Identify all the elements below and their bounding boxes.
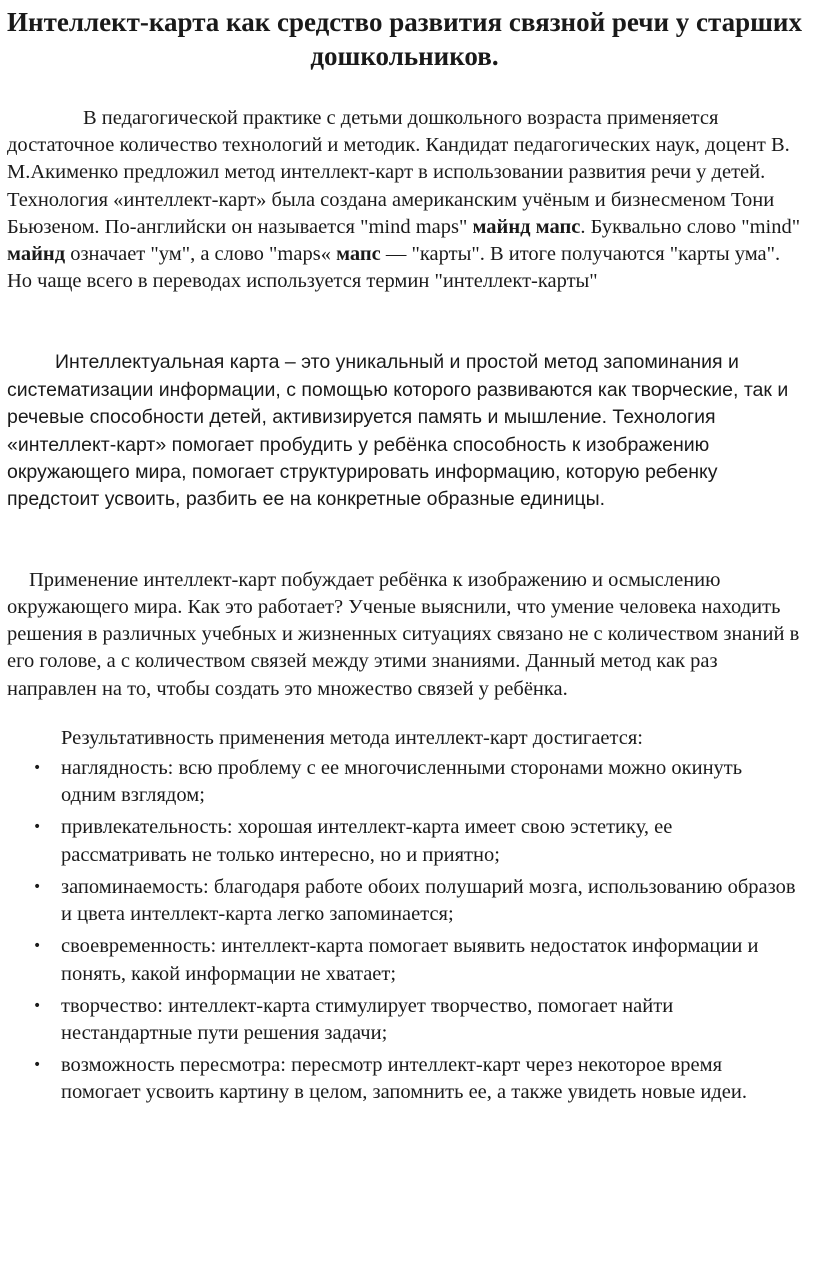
technology-text-mid2: означает "ум", а слово "maps« [65, 243, 337, 266]
list-item-text: привлекательность: хорошая интеллект-карта имеет свою эстетику, ее рассматривать не только интересно, но и приятно; [61, 816, 673, 866]
list-item [7, 933, 802, 987]
list-item-text: своевременность: интеллект-карта помогает выявить недостаток информации и понять, какой информации не хватает; [61, 935, 759, 985]
list-item [7, 993, 802, 1047]
list-item-text: наглядность: всю проблему с ее многочисленными сторонами можно окинуть одним взглядом; [61, 757, 743, 807]
term-maynd-maps: майнд мапс [472, 215, 581, 238]
term-maynd: майнд [7, 243, 66, 266]
definition-paragraph: Интеллектуальная карта – это уникальный и простой метод запоминания и систематизации информации, с помощью которого развиваются как творческие, так и речевые способности детей, активизируется память и мышление. Технология «интеллект-карт» помогает пробудить у ребёнка способность к изображению окружающего мира, помогает структурировать информацию, которую ребенку предстоит усвоить, разбить ее на конкретные образные единицы. [7, 351, 789, 511]
bullet-icon: • [33, 878, 42, 895]
list-item [7, 874, 802, 928]
list-item [7, 755, 802, 809]
bullet-icon: • [33, 819, 42, 836]
list-item-text: запоминаемость: благодаря работе обоих полушарий мозга, использованию образов и цвета интеллект-карта легко запоминается; [61, 875, 796, 926]
application-paragraph: Применение интеллект-карт побуждает ребёнка к изображению и осмыслению окружающего мира. Как это работает? Ученые выяснили, что умение человека находить решения в различных учебных и жизненных ситуациях связано не с количеством знаний в его голове, а с количеством связей между этими знаниями. Данный метод как раз направлен на то, чтобы создать это множество связей у ребёнка. [7, 568, 800, 700]
technology-text-start: Технология «интеллект-карт» была создана американским учёным и бизнесменом Тони Бьюзеном. По-английски он называется "mind maps" [7, 188, 775, 238]
bullet-icon: • [33, 1057, 42, 1074]
list-item [7, 1052, 802, 1106]
list-item-text: творчество: интеллект-карта стимулирует творчество, помогает найти нестандартные пути решения задачи; [61, 994, 674, 1044]
intro-paragraph [7, 105, 802, 295]
list-item-text: возможность пересмотра: пересмотр интеллект-карт через некоторое время помогает усвоить картину в целом, запомнить ее, а также увидеть новые идеи. [61, 1054, 747, 1104]
list-item [7, 814, 802, 868]
bullet-icon: • [33, 997, 42, 1014]
term-maps: мапс [336, 243, 381, 266]
bullet-icon: • [33, 938, 42, 955]
intro-sentence: В педагогической практике с детьми дошкольного возраста применяется достаточное количество технологий и методик. Кандидат педагогических наук, доцент В. М.Акименко предложил метод интеллект-карт в использовании развития речи у детей. [7, 107, 790, 184]
technology-text-mid1: . Буквально слово "mind" [580, 215, 801, 238]
bullet-icon: • [33, 760, 42, 777]
effectiveness-lead: Результативность применения метода интеллект-карт достигается: [61, 726, 643, 749]
document-title: Интеллект-карта как средство развития связной речи у старших дошкольников. [7, 7, 802, 71]
effectiveness-list [7, 755, 802, 1106]
technology-text-end: — "карты". В итоге получаются "карты ума". Но чаще всего в переводах используется термин "интеллект-карты" [7, 243, 781, 293]
